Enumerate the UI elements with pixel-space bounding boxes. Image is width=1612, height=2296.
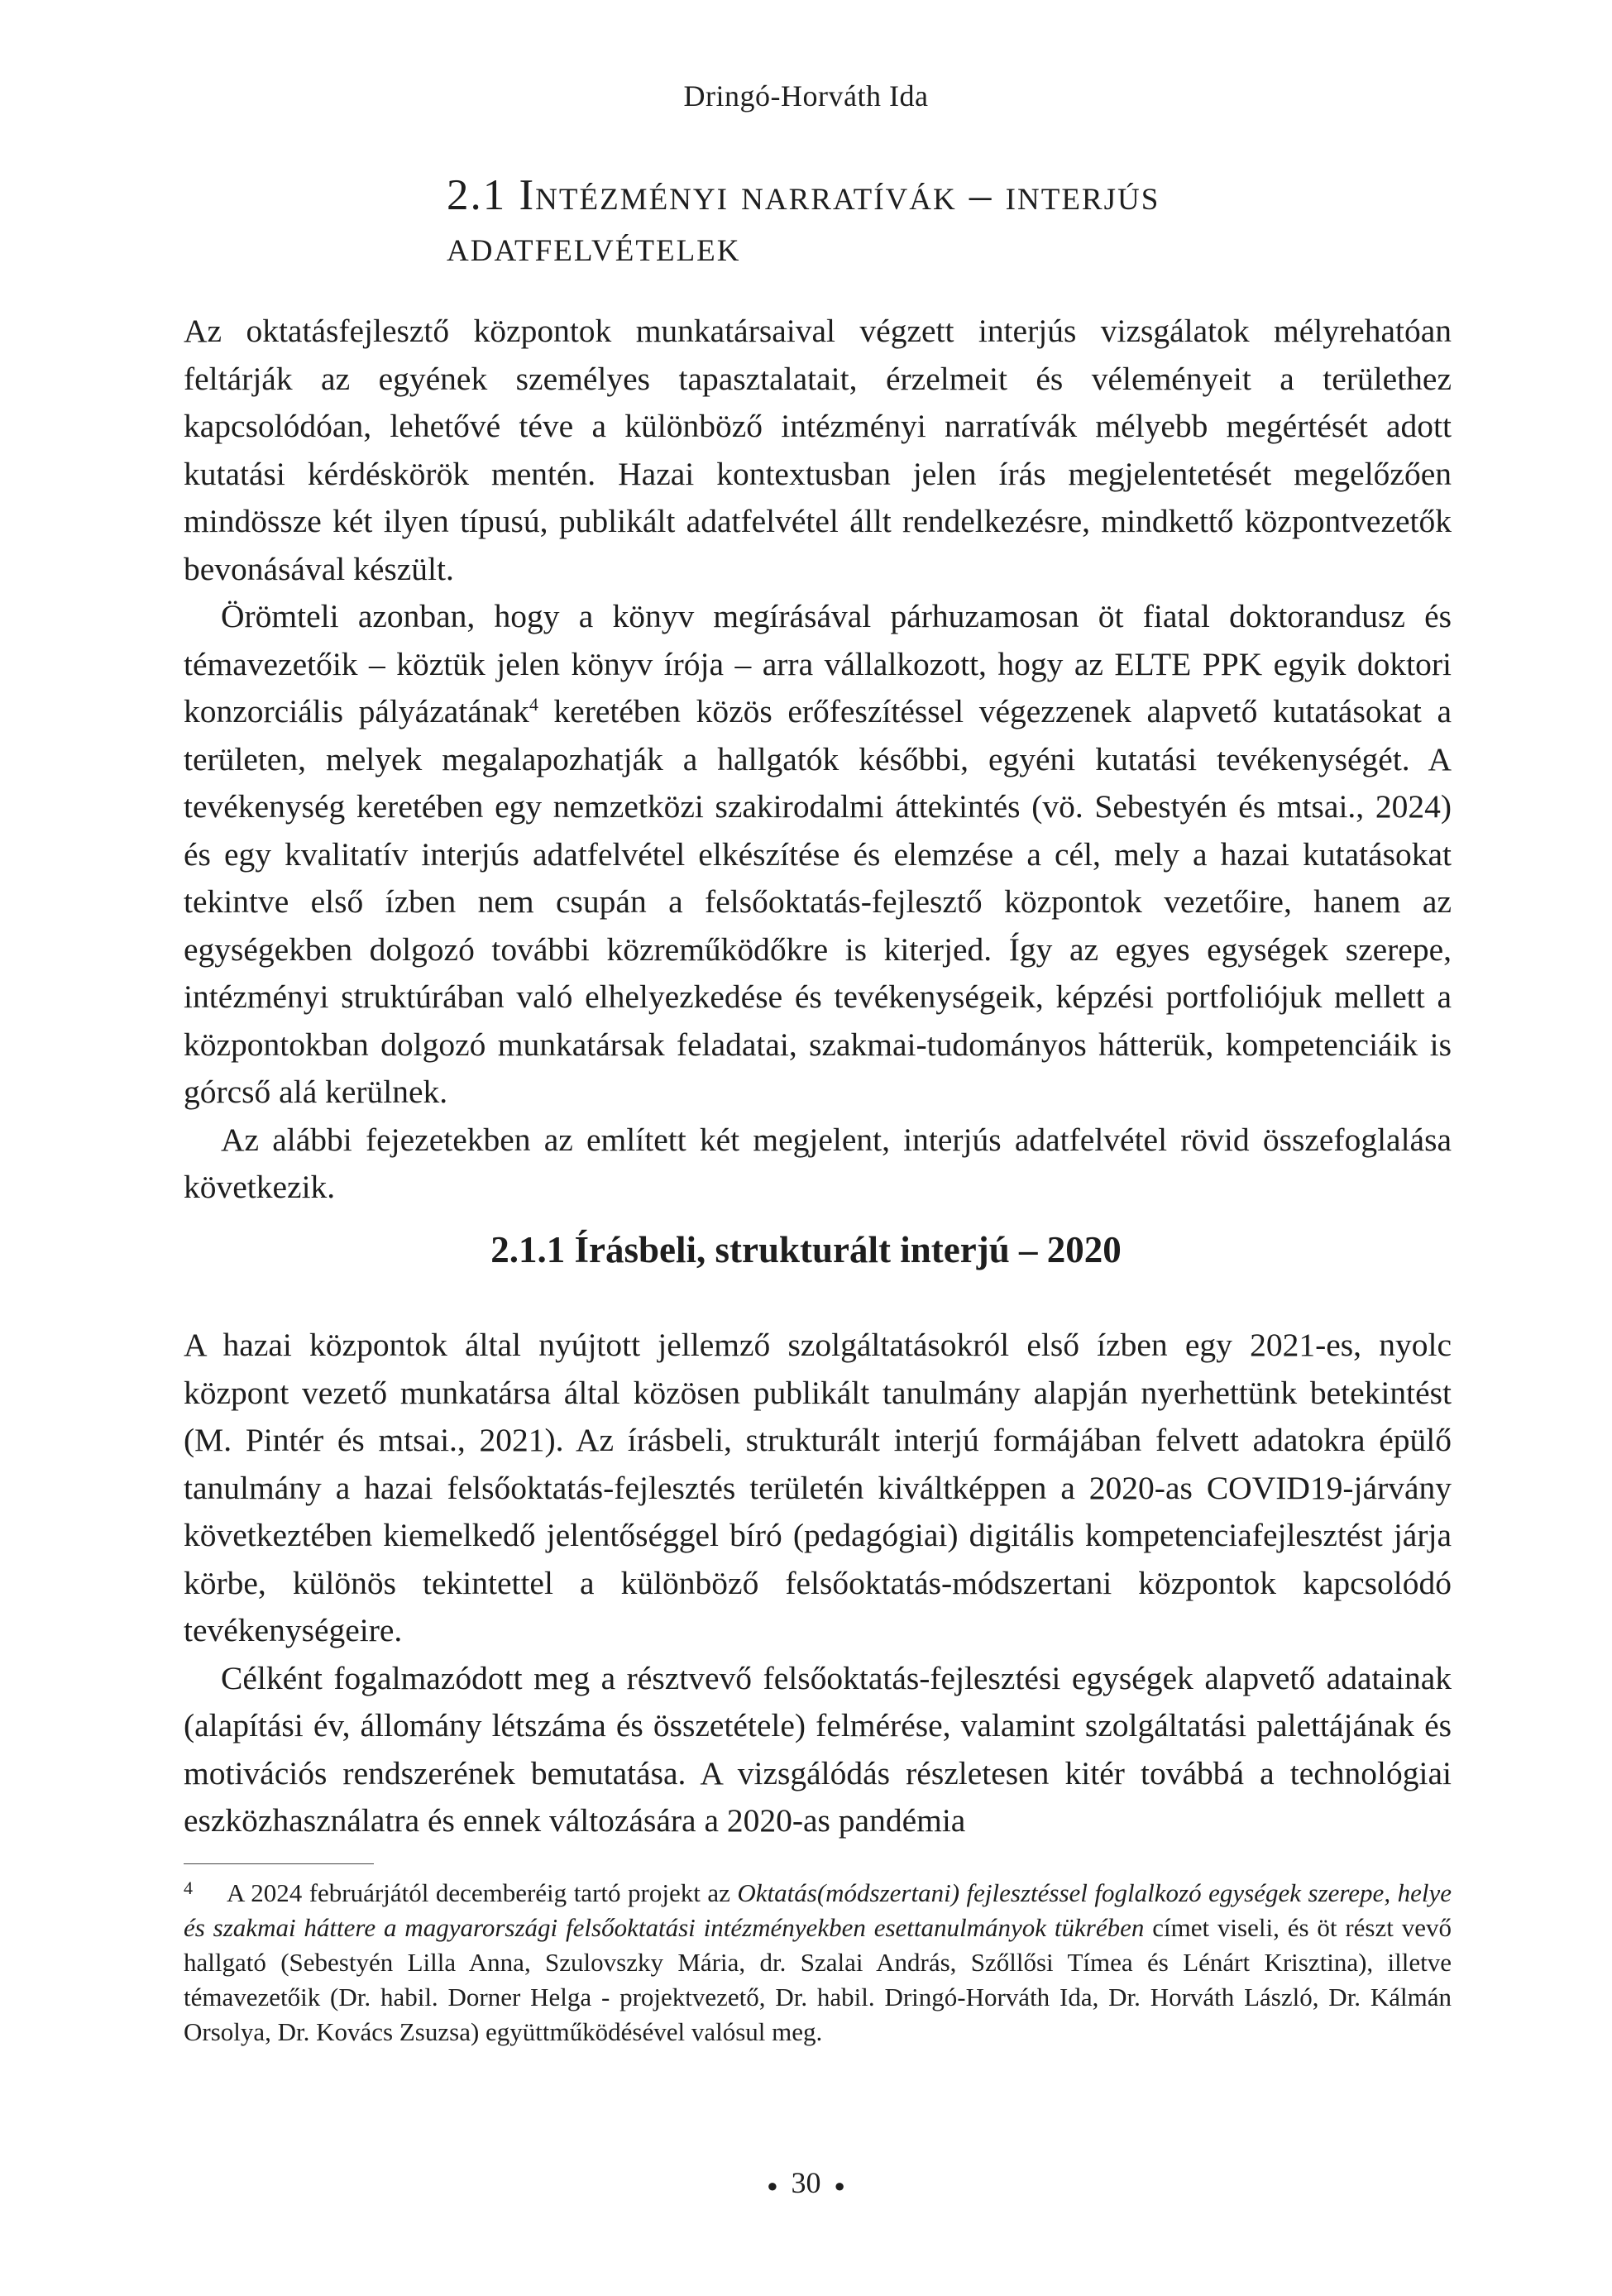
footnote-reference: 4: [529, 693, 538, 715]
section-title: [447, 170, 1423, 272]
page-number: [0, 2165, 1612, 2200]
paragraph: Az alábbi fejezetekben az említett két megjelent, interjús adatfelvétel rövid összefoglalása következik.: [184, 1121, 1452, 1205]
paragraph-text-before-note: Örömteli azonban, hogy a könyv megírásával párhuzamosan öt fiatal doktorandusz és témavezetőik – köztük jelen könyv írója – arra vállalkozott, hogy az ELTE PPK egyik doktori konzorciális pályázatának: [184, 598, 1452, 729]
section-title-line2: adatfelvételek: [447, 222, 741, 270]
bullet-right-icon: ●: [834, 2174, 845, 2196]
subsection-title: 2.1.1 Írásbeli, strukturált interjú – 2020: [490, 1229, 1122, 1270]
footnote-mark: 4: [184, 1877, 193, 1898]
running-head: Dringó-Horváth Ida: [683, 79, 929, 112]
bullet-left-icon: ●: [767, 2174, 778, 2196]
footnote: [184, 1876, 1452, 2050]
footnote-text-end: címet viseli, és öt részt vevő hallgató (Sebestyén Lilla Anna, Szulovszky Mária, dr. Szalai András, Szőllősi Tímea és Lénárt Krisztina), illetve témavezetőik (Dr. habil. Dorner Helga - projektvezető, Dr. habil. Dringó-Horváth Ida, Dr. Horváth László, Dr. Kálmán Orsolya, Dr. Kovács Zsuzsa) együttműködésével valósul meg.: [184, 1913, 1452, 2046]
paragraph: Az oktatásfejlesztő központok munkatársaival végzett interjús vizsgálatok mélyrehatóan feltárják az egyének személyes tapasztalatait, érzelmeit és véleményeit a területhez kapcsolódóan, lehetővé téve a különböző intézményi narratívák mélyebb megértését adott kutatási kérdéskörök mentén. Hazai kontextusban jelen írás megjelentetését megelőzően mindössze két ilyen típusú, publikált adatfelvétel állt rendelkezésre, mindkettő központvezetők bevonásával készült.: [184, 313, 1452, 587]
footnote-divider: [184, 1863, 374, 1864]
paragraph: A hazai központok által nyújtott jellemző szolgáltatásokról első ízben egy 2021-es, nyolc központ vezető munkatársa által közösen publikált tanulmány alapján nyerhettünk betekintést (M. Pintér és mtsai., 2021). Az írásbeli, strukturált interjú formájában felvett adatokra épülő tanulmány a hazai felsőoktatás-fejlesztés területén kiváltképpen a 2020-as COVID19-járvány következtében kiemelkedő jelentőséggel bíró (pedagógiai) digitális kompetenciafejlesztést járja körbe, különös tekintettel a különböző felsőoktatás-módszertani központok kapcsolódó tevékenységeire.: [184, 1327, 1452, 1648]
footnote-text: [184, 1876, 1452, 2050]
footnote-project-title: Oktatás(módszertani) fejlesztéssel foglalkozó egységek szerepe, helye és szakmai háttere a magyarországi felsőoktatási intézményekben esettanulmányok tükrében: [184, 1878, 1452, 1942]
subsection-text-block: [184, 1322, 1452, 1845]
paragraph-text-after-note: keretében közös erőfeszítéssel végezzenek alapvető kutatásokat a területen, melyek megalapozhatják a hallgatók későbbi, egyéni kutatási tevékenységét. A tevékenység keretében egy nemzetközi szakirodalmi áttekintés (vö. Sebestyén és mtsai., 2024) és egy kvalitatív interjús adatfelvétel elkészítése és elemzése a cél, mely a hazai kutatásokat tekintve első ízben nem csupán a felsőoktatás-fejlesztő központok vezetőire, hanem az egységekben dolgozó további közreműködőkre is kiterjed. Így az egyes egységek szerepe, intézményi struktúrában való elhelyezkedése és tevékenységeik, képzési portfoliójuk mellett a központokban dolgozó munkatársak feladatai, szakmai-tudományos hátterük, kompetenciáik is górcső alá kerülnek.: [184, 693, 1452, 1110]
section-title-line1: 2.1 Intézményi narratívák – interjús: [447, 171, 1160, 219]
intro-text-block: [184, 308, 1452, 1212]
paragraph: Célként fogalmazódott meg a résztvevő felsőoktatás-fejlesztési egységek alapvető adatainak (alapítási év, állomány létszáma és összetétele) felmérése, valamint szolgáltatási palettájának és motivációs rendszerének bemutatása. A vizsgálódás részletesen kitér továbbá a technológiai eszközhasználatra és ennek változására a 2020-as pandémia: [184, 1659, 1452, 1839]
paragraph-with-footnote-ref: [184, 593, 1452, 1117]
footnote-text-start: A 2024 februárjától decemberéig tartó projekt az: [227, 1878, 738, 1907]
page-number-value: 30: [791, 2166, 821, 2199]
